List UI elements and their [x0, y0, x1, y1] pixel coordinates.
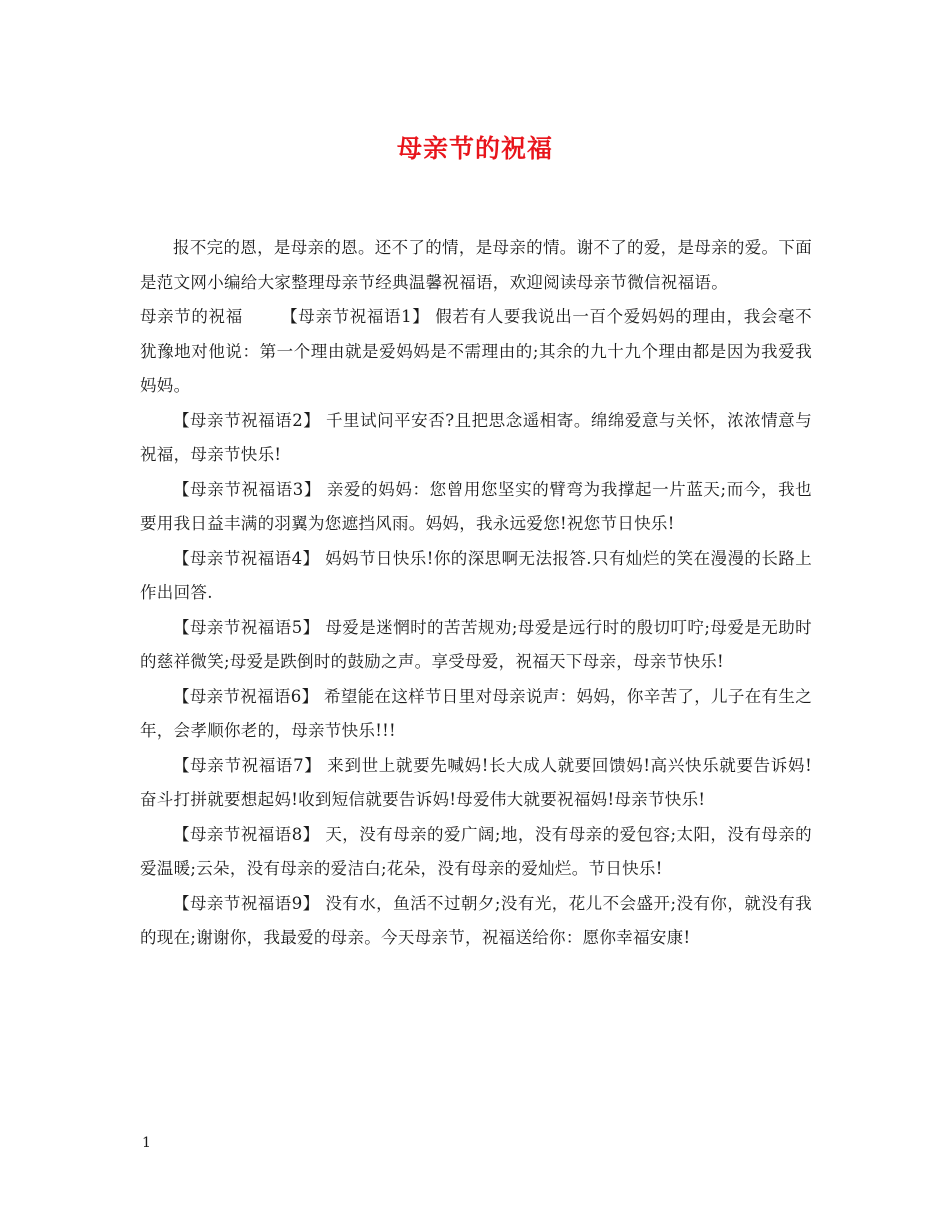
- blessing-4-paragraph: 【母亲节祝福语4】 妈妈节日快乐!你的深思啊无法报答.只有灿烂的笑在漫漫的长路上作出回答.: [140, 548, 812, 602]
- blessing-9-paragraph: 【母亲节祝福语9】 没有水，鱼活不过朝夕;没有光，花儿不会盛开;没有你，就没有我的现在;谢谢你，我最爱的母亲。今天母亲节，祝福送给你：愿你幸福安康!: [140, 893, 812, 947]
- document-title: 母亲节的祝福: [396, 134, 553, 163]
- blessing-6-paragraph: 【母亲节祝福语6】 希望能在这样节日里对母亲说声：妈妈，你辛苦了，儿子在有生之年，会孝顺你老的，母亲节快乐!!!: [140, 686, 812, 740]
- document-body: [140, 231, 812, 956]
- blessing-8-paragraph: 【母亲节祝福语8】 天，没有母亲的爱广阔;地，没有母亲的爱包容;太阳，没有母亲的爱温暖;云朵，没有母亲的爱洁白;花朵，没有母亲的爱灿烂。节日快乐!: [140, 824, 812, 878]
- first-blessing-paragraph: [140, 300, 812, 404]
- blessing-1-text: 【母亲节祝福语1】 假若有人要我说出一百个爱妈妈的理由，我会毫不犹豫地对他说：第一个理由就是爱妈妈是不需理由的;其余的九十九个理由都是因为我爱我妈妈。: [140, 307, 812, 395]
- intro-paragraph: 报不完的恩，是母亲的恩。还不了的情，是母亲的情。谢不了的爱，是母亲的爱。下面是范文网小编给大家整理母亲节经典温馨祝福语，欢迎阅读母亲节微信祝福语。: [140, 238, 812, 292]
- blessing-5-paragraph: 【母亲节祝福语5】 母爱是迷惘时的苦苦规劝;母爱是远行时的殷切叮咛;母爱是无助时的慈祥微笑;母爱是跌倒时的鼓励之声。享受母爱，祝福天下母亲，母亲节快乐!: [140, 617, 812, 671]
- blessing-7-paragraph: 【母亲节祝福语7】 来到世上就要先喊妈!长大成人就要回馈妈!高兴快乐就要告诉妈!奋斗打拼就要想起妈!收到短信就要告诉妈!母爱伟大就要祝福妈!母亲节快乐!: [140, 755, 812, 809]
- blessing-3-paragraph: 【母亲节祝福语3】 亲爱的妈妈：您曾用您坚实的臂弯为我撑起一片蓝天;而今，我也要用我日益丰满的羽翼为您遮挡风雨。妈妈，我永远爱您!祝您节日快乐!: [140, 479, 812, 533]
- section-lead: 母亲节的祝福: [140, 307, 243, 326]
- blessing-2-paragraph: 【母亲节祝福语2】 千里试问平安否?且把思念遥相寄。绵绵爱意与关怀，浓浓情意与祝福，母亲节快乐!: [140, 410, 812, 464]
- page-number: 1: [142, 1135, 151, 1151]
